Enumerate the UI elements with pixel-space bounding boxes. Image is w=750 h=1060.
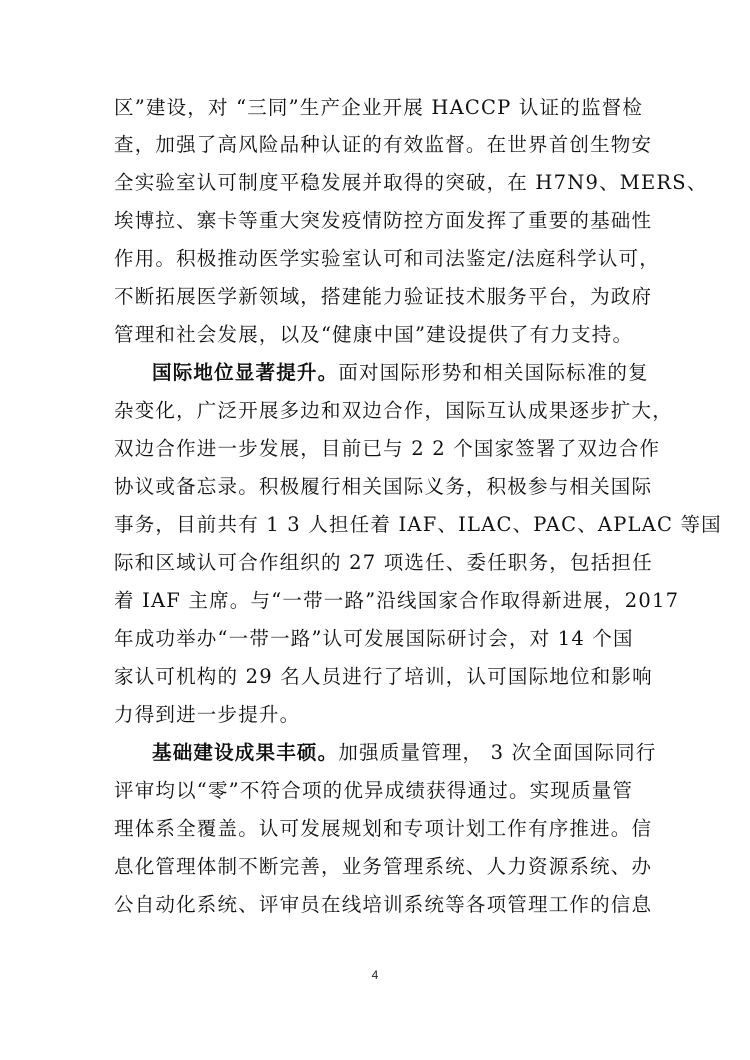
paragraph-line: 杂变化，广泛开展多边和双边合作，国际互认成果逐步扩大， (114, 399, 673, 422)
paragraph-line: 际和区域认可合作组织的 27 项选任、委任职务，包括担任 (114, 551, 653, 574)
paragraph-line: 管理和社会发展，以及“健康中国”建设提供了有力支持。 (114, 323, 634, 346)
paragraph-line: 协议或备忘录。积极履行相关国际义务，积极参与相关国际 (114, 475, 653, 498)
paragraph-line: 区”建设，对 “三同”生产企业开展 HACCP 认证的监督检 (114, 96, 644, 119)
paragraph-text: 面对国际形势和相关国际标准的复 (338, 361, 649, 384)
paragraph-line: 年成功举办“一带一路”认可发展国际研讨会，对 14 个国 (114, 627, 634, 650)
paragraph-first-line (152, 361, 682, 385)
paragraph-line: 力得到进一步提升。 (114, 703, 301, 726)
paragraph-line: 事务，目前共有 1 3 人担任着 IAF、ILAC、PAC、APLAC 等国 (114, 513, 722, 536)
paragraph-line: 着 IAF 主席。与“一带一路”沿线国家合作取得新进展，2017 (114, 589, 680, 612)
paragraph-text: 加强质量管理， 3 次全面国际同行 (338, 741, 657, 764)
paragraph-first-line (152, 741, 682, 765)
section-heading: 国际地位显著提升。 (152, 361, 339, 384)
paragraph-line: 评审均以“零”不符合项的优异成绩获得通过。实现质量管 (114, 779, 634, 802)
paragraph-line: 家认可机构的 29 名人员进行了培训，认可国际地位和影响 (114, 665, 653, 688)
paragraph-line: 查，加强了高风险品种认证的有效监督。在世界首创生物安 (114, 133, 653, 156)
paragraph-line: 不断拓展医学新领域，搭建能力验证技术服务平台，为政府 (114, 285, 653, 308)
paragraph-line: 埃博拉、寨卡等重大突发疫情防控方面发挥了重要的基础性 (114, 209, 653, 232)
paragraph-line: 理体系全覆盖。认可发展规划和专项计划工作有序推进。信 (114, 817, 653, 840)
paragraph-line: 作用。积极推动医学实验室认可和司法鉴定/法庭科学认可， (114, 247, 660, 270)
paragraph-line: 息化管理体制不断完善，业务管理系统、人力资源系统、办 (114, 855, 653, 878)
paragraph-line: 公自动化系统、评审员在线培训系统等各项管理工作的信息 (114, 893, 653, 916)
paragraph-line: 双边合作进一步发展，目前已与 2 2 个国家签署了双边合作 (114, 437, 661, 460)
paragraph-line: 全实验室认可制度平稳发展并取得的突破，在 H7N9、MERS、 (114, 171, 708, 194)
page-number: 4 (371, 968, 379, 982)
section-heading: 基础建设成果丰硕。 (152, 741, 339, 764)
